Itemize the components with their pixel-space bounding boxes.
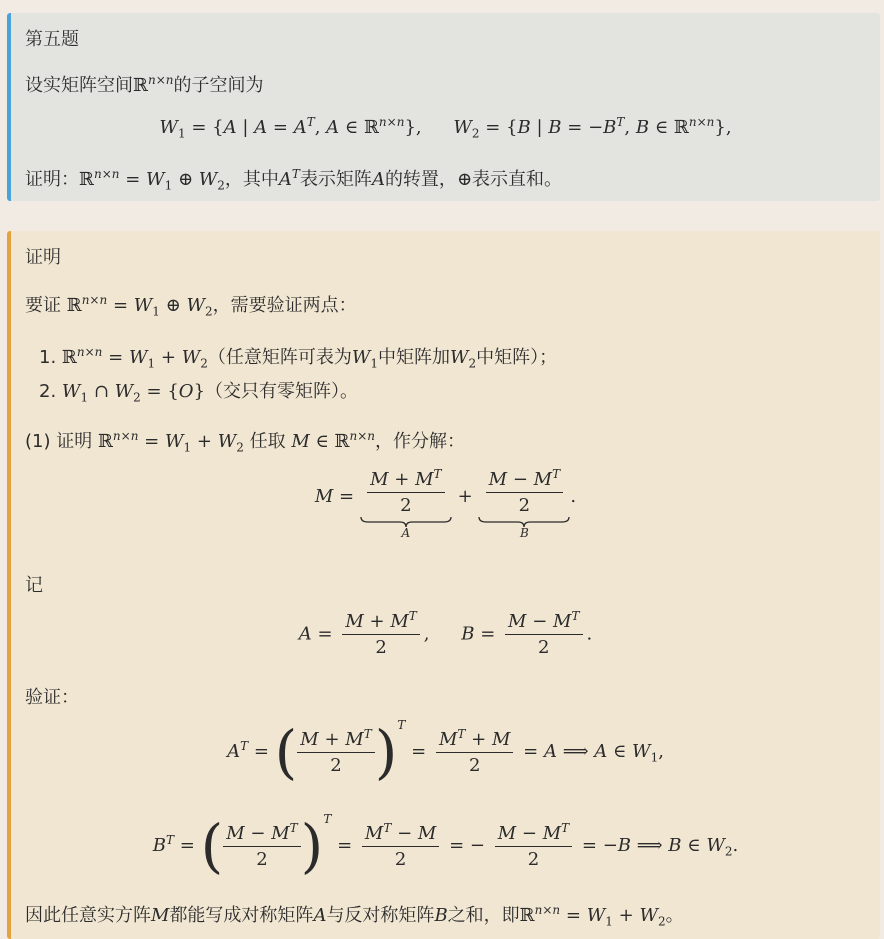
conclusion: 因此任意实方阵M都能写成对称矩阵A与反对称矩阵B之和，即ℝ$^{n\times n}$ = $W_1 + W_2$。 xyxy=(25,903,684,929)
list-item: 2. $W_1$ ∩ $W_2 = \{O\}$（交只有零矩阵）。 xyxy=(39,381,359,405)
definitions-ab: A = $\frac{M + M^T}{2}$ , B = $\frac{M - M^T}{2}$ . xyxy=(298,609,593,658)
verify-a-equation: $A^T$ = ( $\frac{M + M^T}{2}$ )$^T$ = $\frac{M^T + M}{2}$ = A ⟹ A ∈ $W_1$, xyxy=(227,718,664,786)
verify-b-equation: $B^T$ = ( $\frac{M - M^T}{2}$ )$^T$ = $\frac{M^T - M}{2}$ = − $\frac{M - M^T}{2}$ = −B ⟹ B ∈ $W_2$. xyxy=(152,812,739,880)
proof-title: 证明 xyxy=(25,247,61,268)
decomposition-equation: M = $\frac{M + M^T}{2}$ A + $\frac{M - M^T}{2}$ B . xyxy=(314,467,577,540)
list-item: 1. ℝ$^{n\times n}$ = $W_1 + W_2$（任意矩阵可表为$W_1$中矩阵加$W_2$中矩阵）； xyxy=(39,345,558,371)
problem-intro: 设实矩阵空间ℝ$^{n\times n}$的子空间为 xyxy=(25,73,264,96)
underbrace-a: $\frac{M + M^T}{2}$ A xyxy=(360,469,452,540)
problem-statement: 证明：ℝ$^{n\times n}$ = $W_1$ ⊕ $W_2$，其中$A^T$表示矩阵A的转置，⊕表示直和。 xyxy=(25,167,563,193)
verify-label: 验证： xyxy=(25,687,79,708)
underbrace-b: $\frac{M - M^T}{2}$ B xyxy=(478,469,570,540)
proof-box xyxy=(7,231,880,939)
problem-box xyxy=(7,13,880,201)
part1-heading: (1) 证明 ℝ$^{n\times n}$ = $W_1 + W_2$ 任取 M ∈ ℝ$^{n\times n}$，作分解： xyxy=(25,429,466,455)
problem-title: 第五题 xyxy=(25,29,79,50)
ji-label: 记 xyxy=(25,575,43,596)
subspace-definitions: $W_1 = \{A$ | $A = A^T$, A ∈ ℝ$^{n\times n}$}, $W_2 = \{B$ | $B = -B^T$, B ∈ ℝ$^{n\times n}$}, xyxy=(159,115,732,141)
proof-goal: 要证 ℝ$^{n\times n}$ = $W_1$ ⊕ $W_2$，需要验证两点： xyxy=(25,293,357,319)
